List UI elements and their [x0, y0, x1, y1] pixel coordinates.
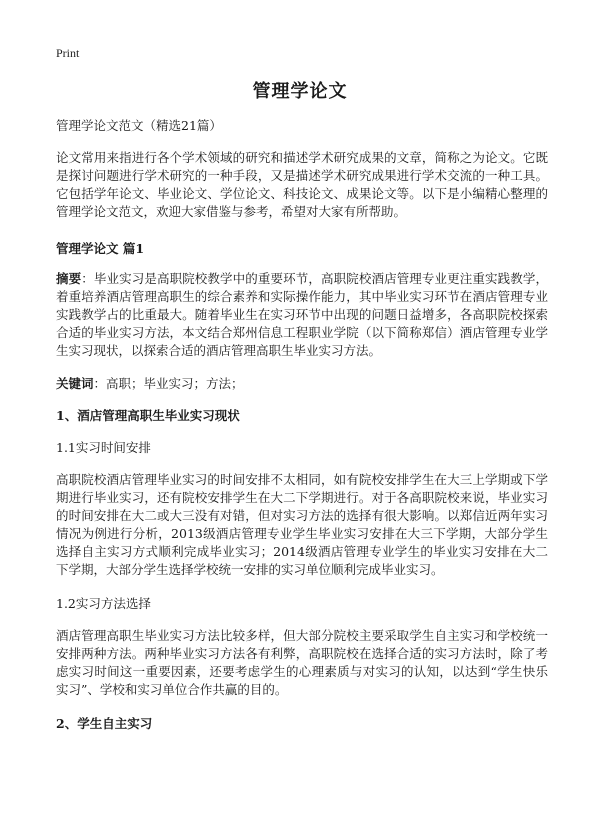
subsection-paragraph-1-2: 酒店管理高职生毕业实习方法比较多样，但大部分院校主要采取学生自主实习和学校统一安排两种方法。两种毕业实习方法各有利弊，高职院校在选择合适的实习方法时，除了考虑实习时间这一重要因素，还要考虑学生的心理素质与对实习的认知，以达到“学生快乐实习”、学校和实习单位合作共赢的目的。	[56, 628, 548, 697]
abstract-label: 摘要	[56, 271, 82, 286]
intro-paragraph: 论文常用来指进行各个学术领域的研究和描述学术研究成果的文章，简称之为论文。它既是探讨问题进行学术研究的一种手段，又是描述学术研究成果进行学术交流的一种工具。它包括学年论文、毕业论文、学位论文、科技论文、成果论文等。以下是小编精心整理的管理学论文范文，欢迎大家借鉴与参考，希望对大家有所帮助。	[56, 150, 548, 219]
subsection-heading-1-2: 1.2实习方法选择	[56, 596, 151, 611]
abstract-text: ：毕业实习是高职院校教学中的重要环节，高职院校酒店管理专业更注重实践教学，着重培养酒店管理高职生的综合素养和实际操作能力，其中毕业实习环节在酒店管理专业实践教学占的比重最大。随着毕业生在实习环节中出现的问题日益增多，各高职院校探索合适的毕业实习方法，本文结合郑州信息工程职业学院（以下简称郑信）酒店管理专业学生实习现状，以探索合适的酒店管理高职生毕业实习方法。	[56, 271, 548, 358]
keywords-label: 关键词	[56, 376, 94, 391]
section-heading-1: 1、酒店管理高职生毕业实习现状	[56, 408, 240, 423]
keywords-text: ：高职；毕业实习；方法；	[93, 376, 244, 391]
document-subtitle: 管理学论文范文（精选21篇）	[56, 118, 222, 133]
keywords-paragraph	[56, 375, 548, 393]
page-title: 管理学论文	[252, 81, 348, 102]
article-heading: 管理学论文 篇1	[56, 241, 145, 256]
subsection-paragraph-1-1: 高职院校酒店管理毕业实习的时间安排不太相同，如有院校安排学生在大三上学期或下学期进行毕业实习，还有院校安排学生在大二下学期进行。对于各高职院校来说，毕业实习的时间安排在大二或大三没有对错，但对实习方法的选择有很大影响。以郑信近两年实习情况为例进行分析，2013级酒店管理专业学生毕业实习安排在大三下学期，大部分学生选择自主实习方式顺利完成毕业实习；2014级酒店管理专业学生的毕业实习安排在大二下学期，大部分学生选择学校统一安排的实习单位顺利完成毕业实习。	[56, 472, 548, 577]
abstract-paragraph	[56, 270, 548, 360]
print-link[interactable]: Print	[56, 46, 80, 60]
section-heading-2: 2、学生自主实习	[56, 716, 153, 731]
subsection-heading-1-1: 1.1实习时间安排	[56, 440, 151, 455]
article-body	[56, 117, 548, 747]
